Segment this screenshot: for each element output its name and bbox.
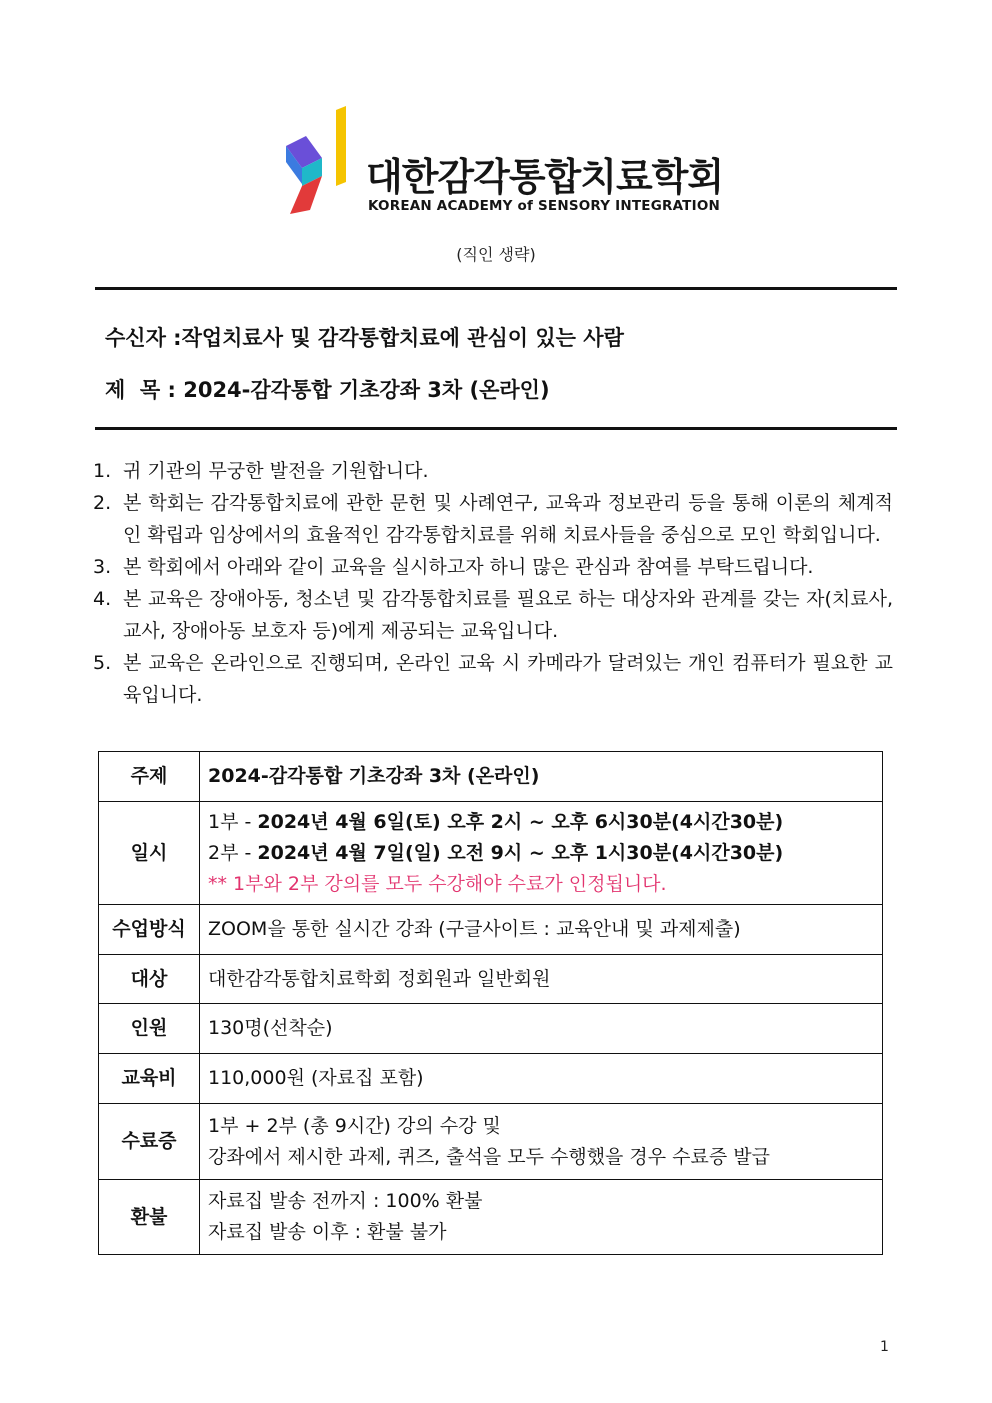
recipient-line <box>105 322 624 352</box>
schedule-part1-date: 2024년 4월 6일(토) 오후 2시 ~ 오후 6시30분(4시간30분) <box>257 810 784 833</box>
table-row <box>99 1104 883 1180</box>
topic-label: 주제 <box>99 752 200 802</box>
refund-line1: 자료집 발송 전까지 : 100% 환불 <box>208 1190 483 1212</box>
capacity-value: 130명(선착순) <box>200 1004 883 1054</box>
list-item-text: 본 학회에서 아래와 같이 교육을 실시하고자 하니 많은 관심과 참여를 부탁드립니다. <box>123 556 814 578</box>
top-divider <box>95 287 897 290</box>
list-item-number: 2. <box>93 492 112 514</box>
list-item <box>93 455 893 487</box>
fee-label: 교육비 <box>99 1054 200 1104</box>
recipient-value: 작업치료사 및 감각통합치료에 관심이 있는 사람 <box>181 326 624 350</box>
list-item <box>93 583 893 647</box>
certificate-line1: 1부 + 2부 (총 9시간) 강의 수강 및 <box>208 1114 501 1137</box>
schedule-label: 일시 <box>99 802 200 905</box>
refund-value <box>200 1180 883 1255</box>
topic-value: 2024-감각통합 기초강좌 3차 (온라인) <box>200 752 883 802</box>
certificate-line2: 강좌에서 제시한 과제, 퀴즈, 출석을 모두 수행했을 경우 수료증 발급 <box>208 1145 770 1168</box>
list-item-text: 본 교육은 장애아동, 청소년 및 감각통합치료를 필요로 하는 대상자와 관계를 갖는 자(치료사, 교사, 장애아동 보호자 등)에게 제공되는 교육입니다. <box>123 588 893 642</box>
list-item-text: 귀 기관의 무궁한 발전을 기원합니다. <box>123 460 429 482</box>
table-row <box>99 802 883 905</box>
logo-name-korean: 대한감각통합치료학회 <box>366 155 724 199</box>
target-label: 대상 <box>99 955 200 1004</box>
method-label: 수업방식 <box>99 905 200 955</box>
list-item-text: 본 교육은 온라인으로 진행되며, 온라인 교육 시 카메라가 달려있는 개인 컴퓨터가 필요한 교육입니다. <box>123 652 893 706</box>
schedule-part1-prefix: 1부 - <box>208 810 258 833</box>
schedule-value <box>200 802 883 905</box>
schedule-part2 <box>208 838 874 869</box>
table-row <box>99 1004 883 1054</box>
capacity-label: 인원 <box>99 1004 200 1054</box>
list-item <box>93 551 893 583</box>
recipient-label: 수신자 : <box>105 326 182 350</box>
subject-line <box>105 374 550 404</box>
schedule-part1 <box>208 807 874 838</box>
list-item-text: 본 학회는 감각통합치료에 관한 문헌 및 사례연구, 교육과 정보관리 등을 통해 이론의 체계적인 확립과 임상에서의 효율적인 감각통합치료를 위해 치료사들을 중심으로 모인 학회입니다. <box>123 492 893 546</box>
table-row <box>99 1180 883 1255</box>
subject-label: 제 목 : <box>105 378 184 402</box>
list-item-number: 1. <box>93 460 112 482</box>
list-item-number: 5. <box>93 652 112 674</box>
fee-value: 110,000원 (자료집 포함) <box>200 1054 883 1104</box>
table-row <box>99 905 883 955</box>
academy-logo <box>282 106 722 218</box>
seal-omitted-note: (직인 생략) <box>456 245 536 264</box>
list-item <box>93 487 893 551</box>
schedule-note: ** 1부와 2부 강의를 모두 수강해야 수료가 인정됩니다. <box>208 872 667 895</box>
header-divider <box>95 427 897 430</box>
body-list <box>93 455 893 711</box>
refund-line2: 자료집 발송 이후 : 환불 불가 <box>208 1221 447 1243</box>
table-row <box>99 752 883 802</box>
list-item-number: 3. <box>93 556 112 578</box>
course-info-table <box>98 751 883 1255</box>
page-number: 1 <box>880 1339 889 1355</box>
subject-value: 2024-감각통합 기초강좌 3차 (온라인) <box>183 378 550 402</box>
list-item <box>93 647 893 711</box>
table-row <box>99 1054 883 1104</box>
table-row <box>99 955 883 1004</box>
schedule-part2-date: 2024년 4월 7일(일) 오전 9시 ~ 오후 1시30분(4시간30분) <box>257 841 784 864</box>
schedule-part2-prefix: 2부 - <box>208 841 258 864</box>
method-value: ZOOM을 통한 실시간 강좌 (구글사이트 : 교육안내 및 과제제출) <box>200 905 883 955</box>
logo-mark-icon <box>282 106 354 218</box>
refund-label: 환불 <box>99 1180 200 1255</box>
certificate-value <box>200 1104 883 1180</box>
list-item-number: 4. <box>93 588 112 610</box>
logo-name-english: KOREAN ACADEMY of SENSORY INTEGRATION <box>368 198 720 214</box>
target-value: 대한감각통합치료학회 정회원과 일반회원 <box>200 955 883 1004</box>
certificate-label: 수료증 <box>99 1104 200 1180</box>
